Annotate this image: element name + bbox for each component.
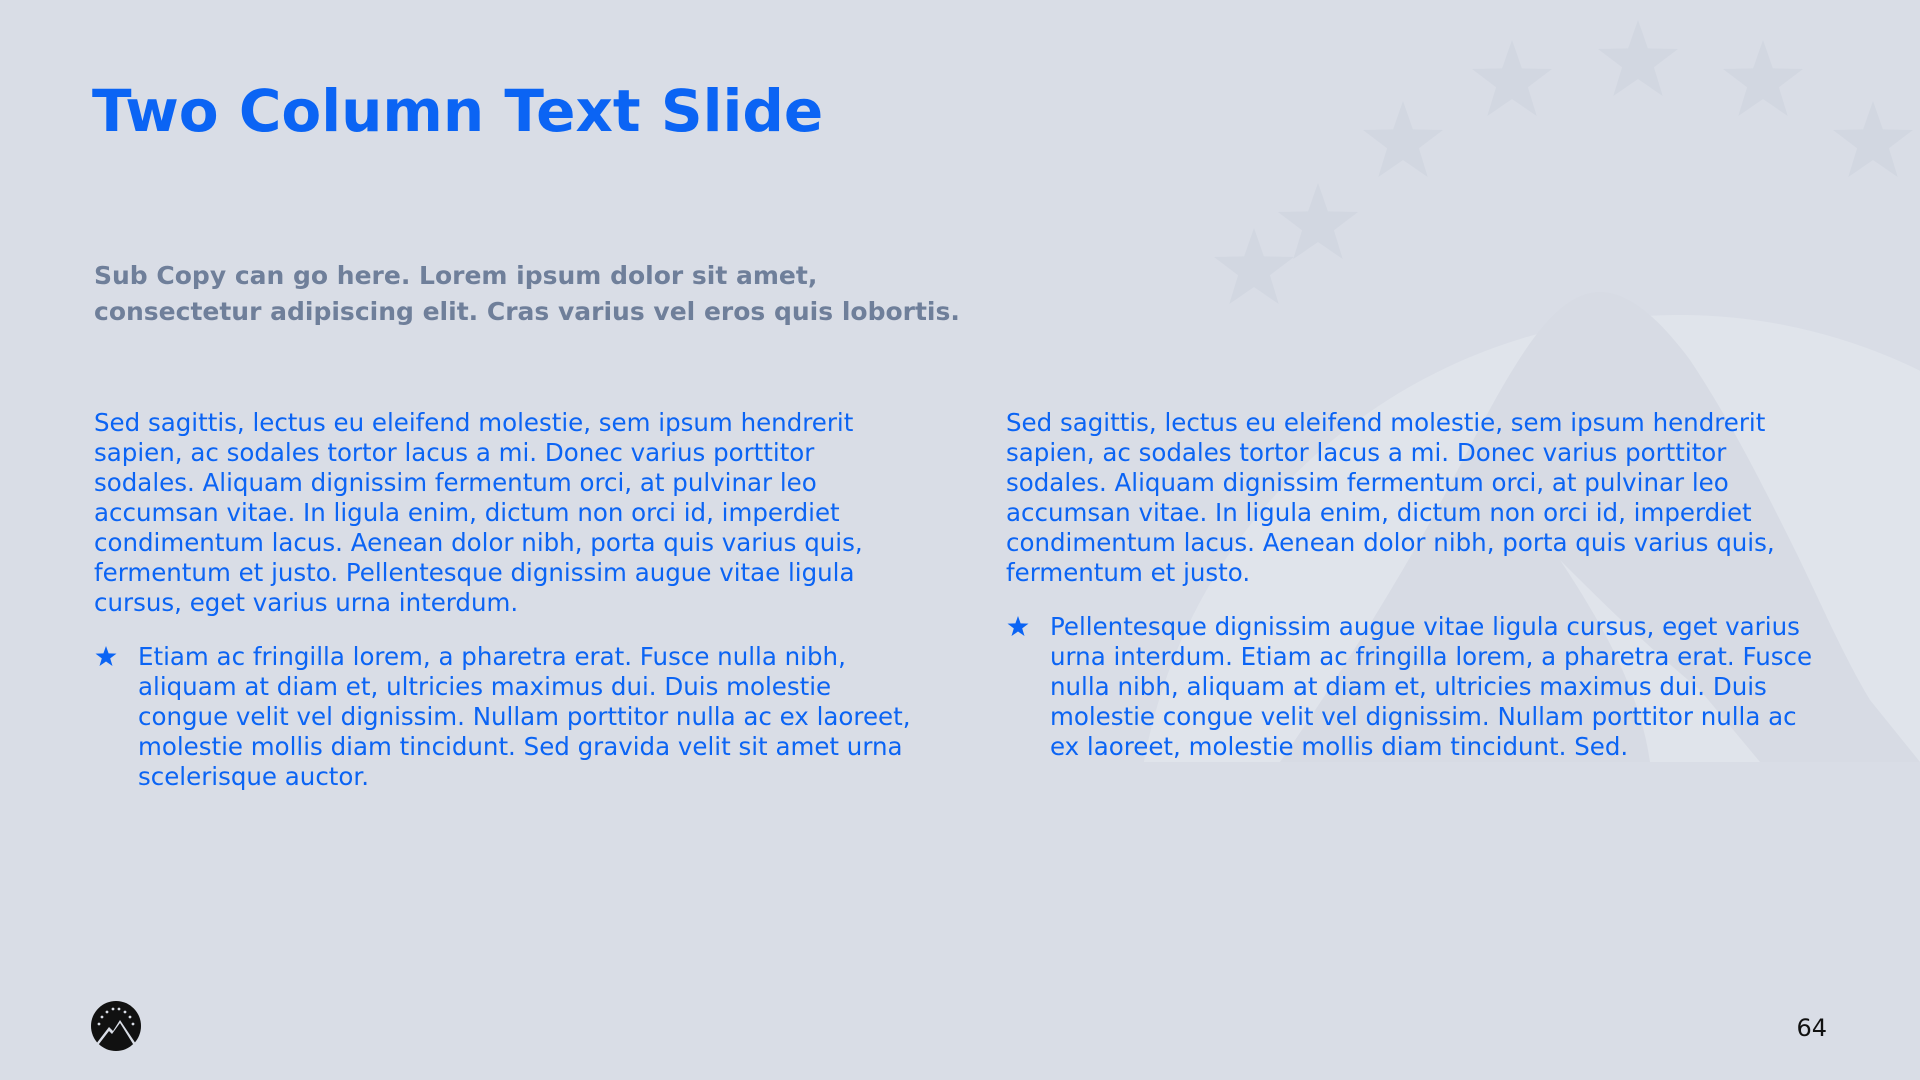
right-column-paragraph: Sed sagittis, lectus eu eleifend molestie, sem ipsum hendrerit sapien, ac sodales tortor lacus a mi. Donec varius porttitor sodales. Aliquam dignissim fermentum orci, at pulvinar leo accumsan vitae. In ligula enim, dictum non orci id, imperdiet condimentum lacus. Aenean dolor nibh, porta quis varius quis, fermentum et justo. xyxy=(1006,408,1775,587)
mountain-stars-logo-icon xyxy=(90,1000,142,1052)
left-column-bullet xyxy=(94,642,914,792)
left-column-bullet-text: Etiam ac fringilla lorem, a pharetra erat. Fusce nulla nibh, aliquam at diam et, ultricies maximus dui. Duis molestie congue velit vel dignissim. Nullam porttitor nulla ac ex laoreet, molestie mollis diam tincidunt. Sed gravida velit sit amet urna scelerisque auctor. xyxy=(138,642,911,791)
left-column xyxy=(94,408,914,792)
left-column-paragraph: Sed sagittis, lectus eu eleifend molestie, sem ipsum hendrerit sapien, ac sodales tortor lacus a mi. Donec varius porttitor sodales. Aliquam dignissim fermentum orci, at pulvinar leo accumsan vitae. In ligula enim, dictum non orci id, imperdiet condimentum lacus. Aenean dolor nibh, porta quis varius quis, fermentum et justo. Pellentesque dignissim augue vitae ligula cursus, eget varius urna interdum. xyxy=(94,408,863,617)
right-column-bullet-text: Pellentesque dignissim augue vitae ligula cursus, eget varius urna interdum. Etiam ac fringilla lorem, a pharetra erat. Fusce nulla nibh, aliquam at diam et, ultricies maximus dui. Duis molestie congue velit vel dignissim. Nullam porttitor nulla ac ex laoreet, molestie mollis diam tincidunt. Sed. xyxy=(1050,612,1813,761)
star-icon xyxy=(94,645,118,669)
star-icon xyxy=(1006,615,1030,639)
page-title: Two Column Text Slide xyxy=(92,77,824,145)
sub-copy: Sub Copy can go here. Lorem ipsum dolor sit amet, consectetur adipiscing elit. Cras varius vel eros quis lobortis. xyxy=(94,261,960,326)
page-number: 64 xyxy=(1796,1014,1827,1042)
right-column xyxy=(1006,408,1826,762)
right-column-bullet xyxy=(1006,612,1826,762)
